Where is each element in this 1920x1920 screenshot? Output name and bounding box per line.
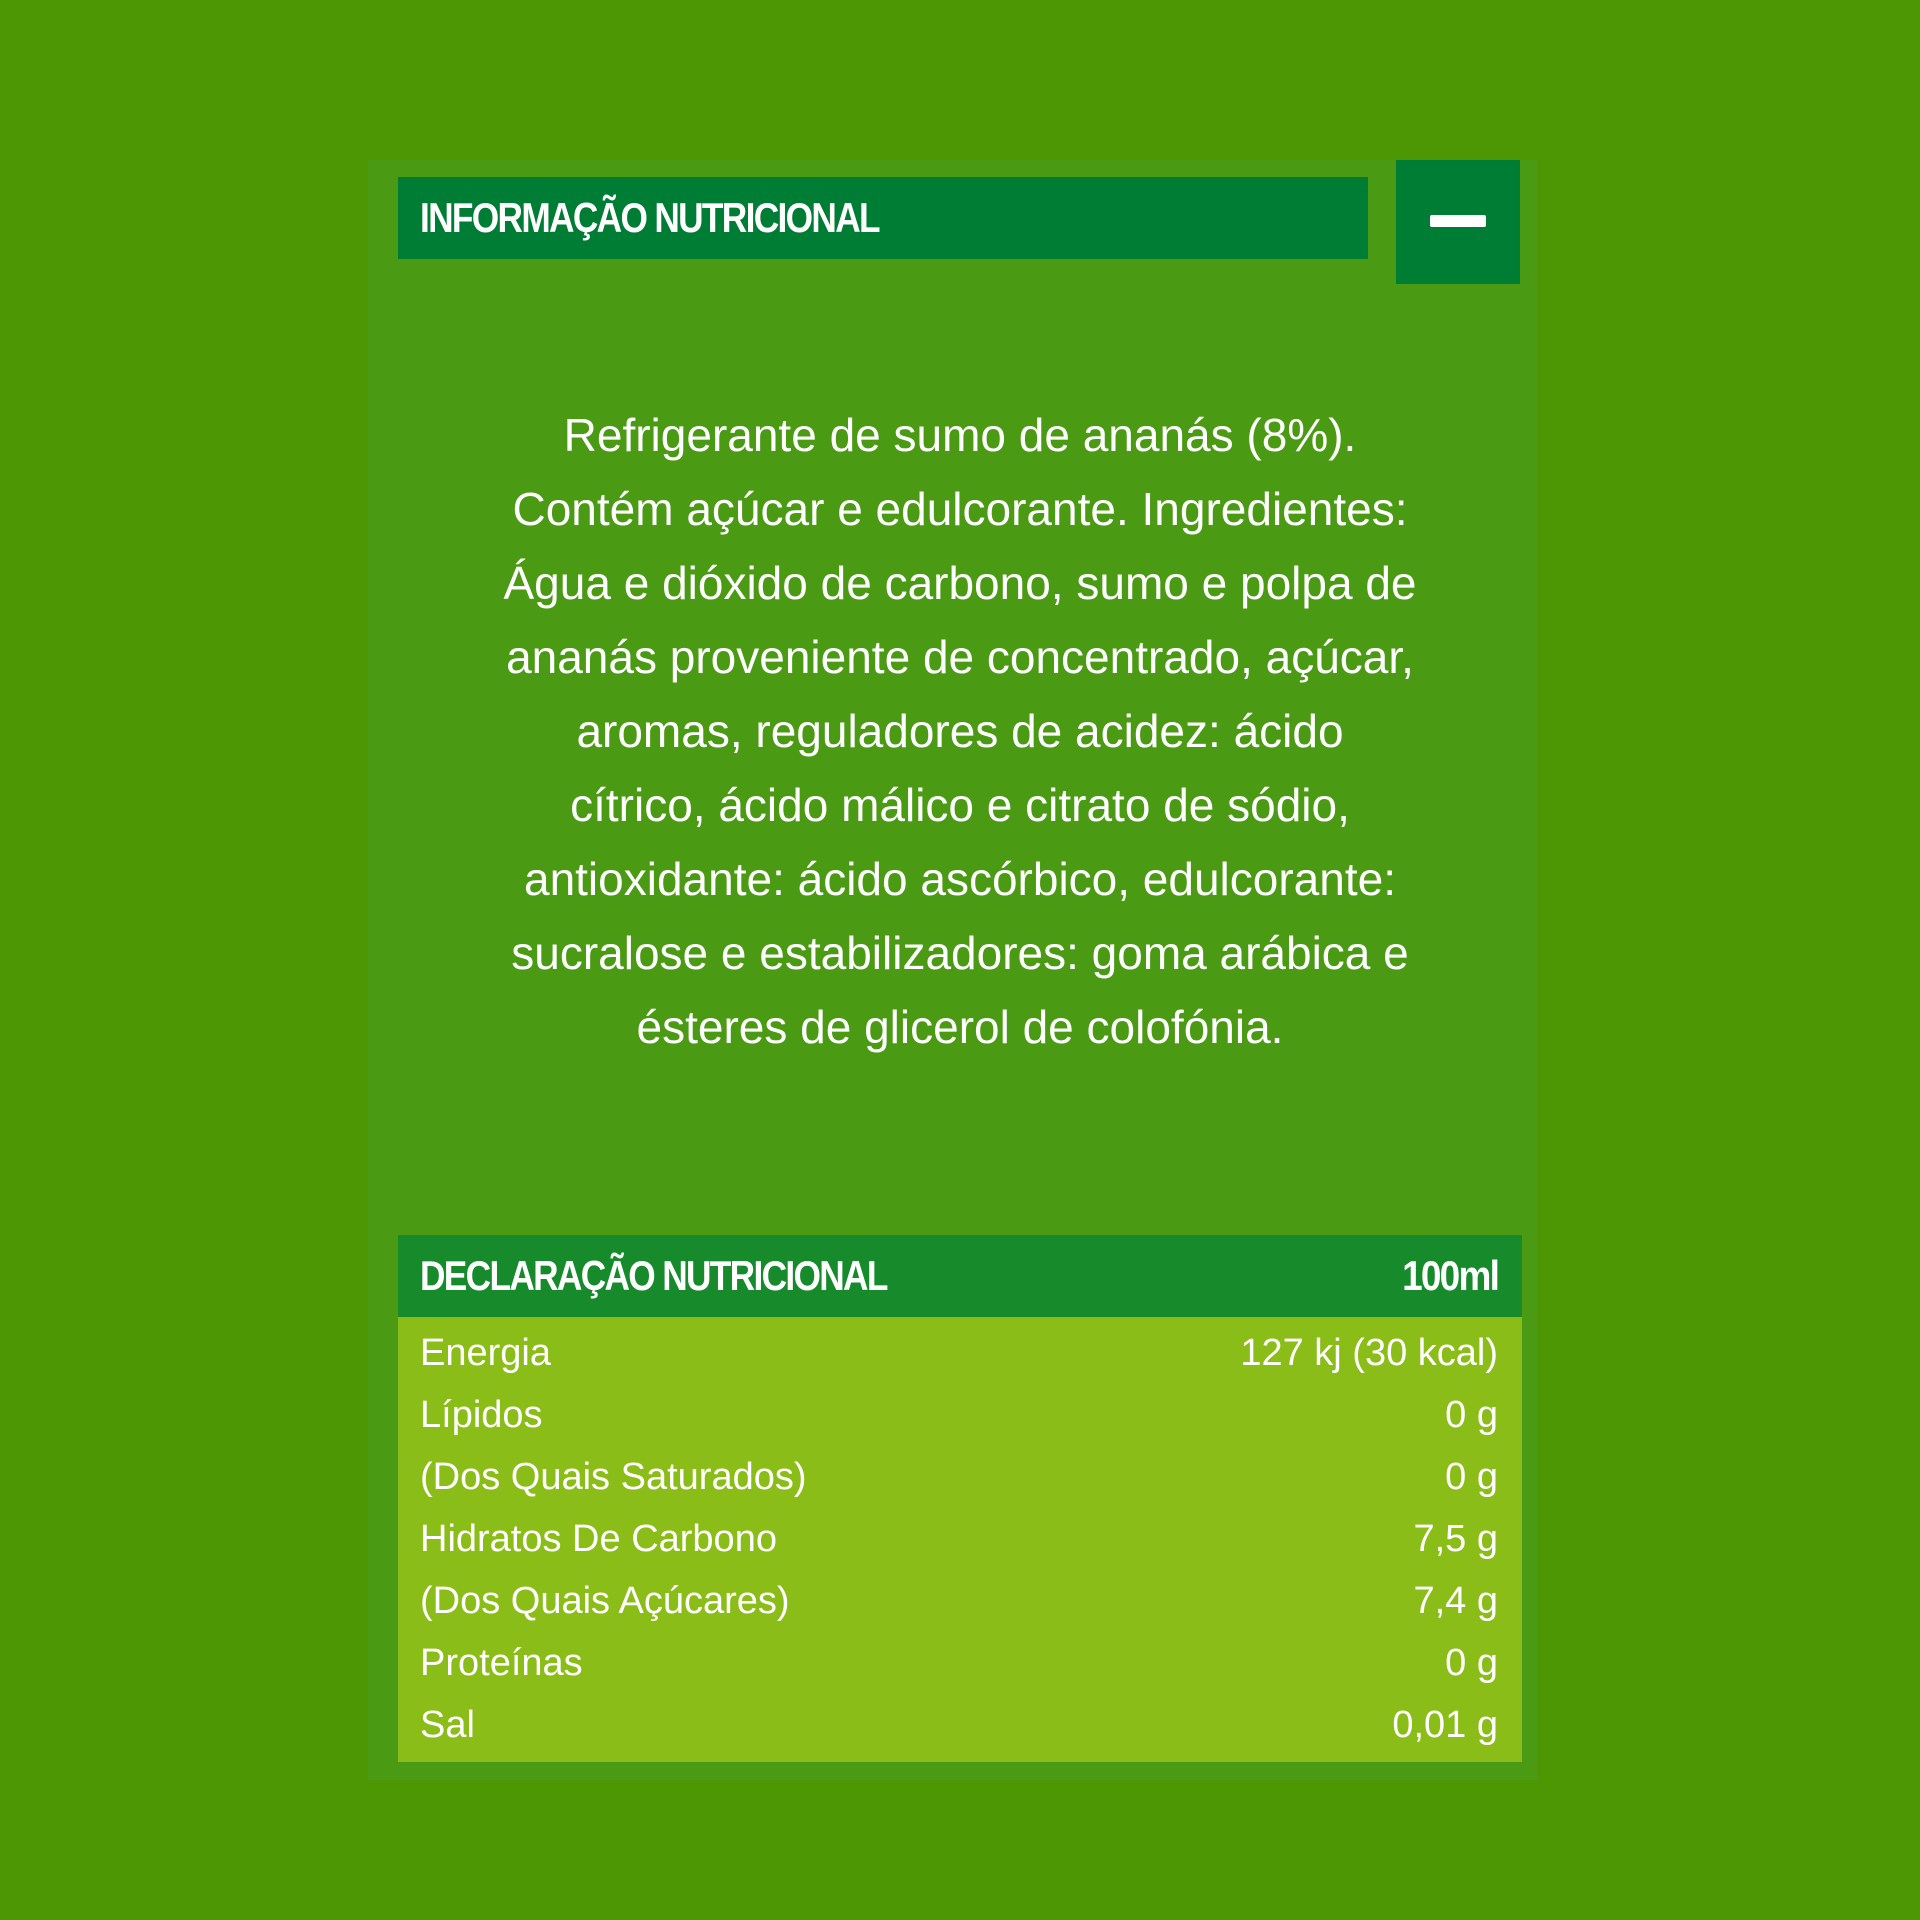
nutrient-value: 0,01 g xyxy=(1392,1703,1498,1746)
section-header xyxy=(398,177,1368,259)
nutrition-table xyxy=(398,1235,1522,1762)
description-line: Contém açúcar e edulcorante. Ingredientes: xyxy=(512,483,1408,535)
nutrition-table-body xyxy=(398,1317,1522,1762)
nutrient-value: 127 kj (30 kcal) xyxy=(1240,1331,1498,1374)
table-row xyxy=(398,1694,1522,1756)
nutrient-value: 7,4 g xyxy=(1413,1579,1498,1622)
nutrient-label: Hidratos De Carbono xyxy=(420,1517,777,1560)
description-line: Água e dióxido de carbono, sumo e polpa de xyxy=(503,557,1417,609)
description-line: Refrigerante de sumo de ananás (8%). xyxy=(563,409,1357,461)
nutrient-label: (Dos Quais Açúcares) xyxy=(420,1579,790,1622)
nutrient-value: 0 g xyxy=(1445,1393,1498,1436)
nutrient-label: Lípidos xyxy=(420,1393,543,1436)
description-line: antioxidante: ácido ascórbico, edulcorante: xyxy=(523,853,1396,905)
table-row xyxy=(398,1384,1522,1446)
nutrition-table-header xyxy=(398,1235,1522,1317)
table-row xyxy=(398,1508,1522,1570)
nutrient-label: Energia xyxy=(420,1331,551,1374)
nutrient-value: 7,5 g xyxy=(1413,1517,1498,1560)
nutrient-label: (Dos Quais Saturados) xyxy=(420,1455,807,1498)
serving-unit: 100ml xyxy=(1401,1252,1498,1299)
table-row xyxy=(398,1570,1522,1632)
nutrient-label: Sal xyxy=(420,1703,475,1746)
ingredients-description xyxy=(420,398,1500,1064)
description-line: cítrico, ácido málico e citrato de sódio, xyxy=(570,779,1350,831)
description-line: aromas, reguladores de acidez: ácido xyxy=(576,705,1344,757)
description-line: ananás proveniente de concentrado, açúcar, xyxy=(506,631,1414,683)
description-line: ésteres de glicerol de colofónia. xyxy=(636,1001,1284,1053)
table-row xyxy=(398,1446,1522,1508)
nutrient-value: 0 g xyxy=(1445,1455,1498,1498)
table-row xyxy=(398,1632,1522,1694)
table-row xyxy=(398,1322,1522,1384)
nutrient-label: Proteínas xyxy=(420,1641,583,1684)
collapse-button[interactable] xyxy=(1396,160,1520,284)
section-title: INFORMAÇÃO NUTRICIONAL xyxy=(420,194,879,241)
nutrition-table-title: DECLARAÇÃO NUTRICIONAL xyxy=(420,1252,887,1299)
description-line: sucralose e estabilizadores: goma arábica e xyxy=(511,927,1409,979)
nutrient-value: 0 g xyxy=(1445,1641,1498,1684)
minus-icon xyxy=(1430,215,1486,227)
